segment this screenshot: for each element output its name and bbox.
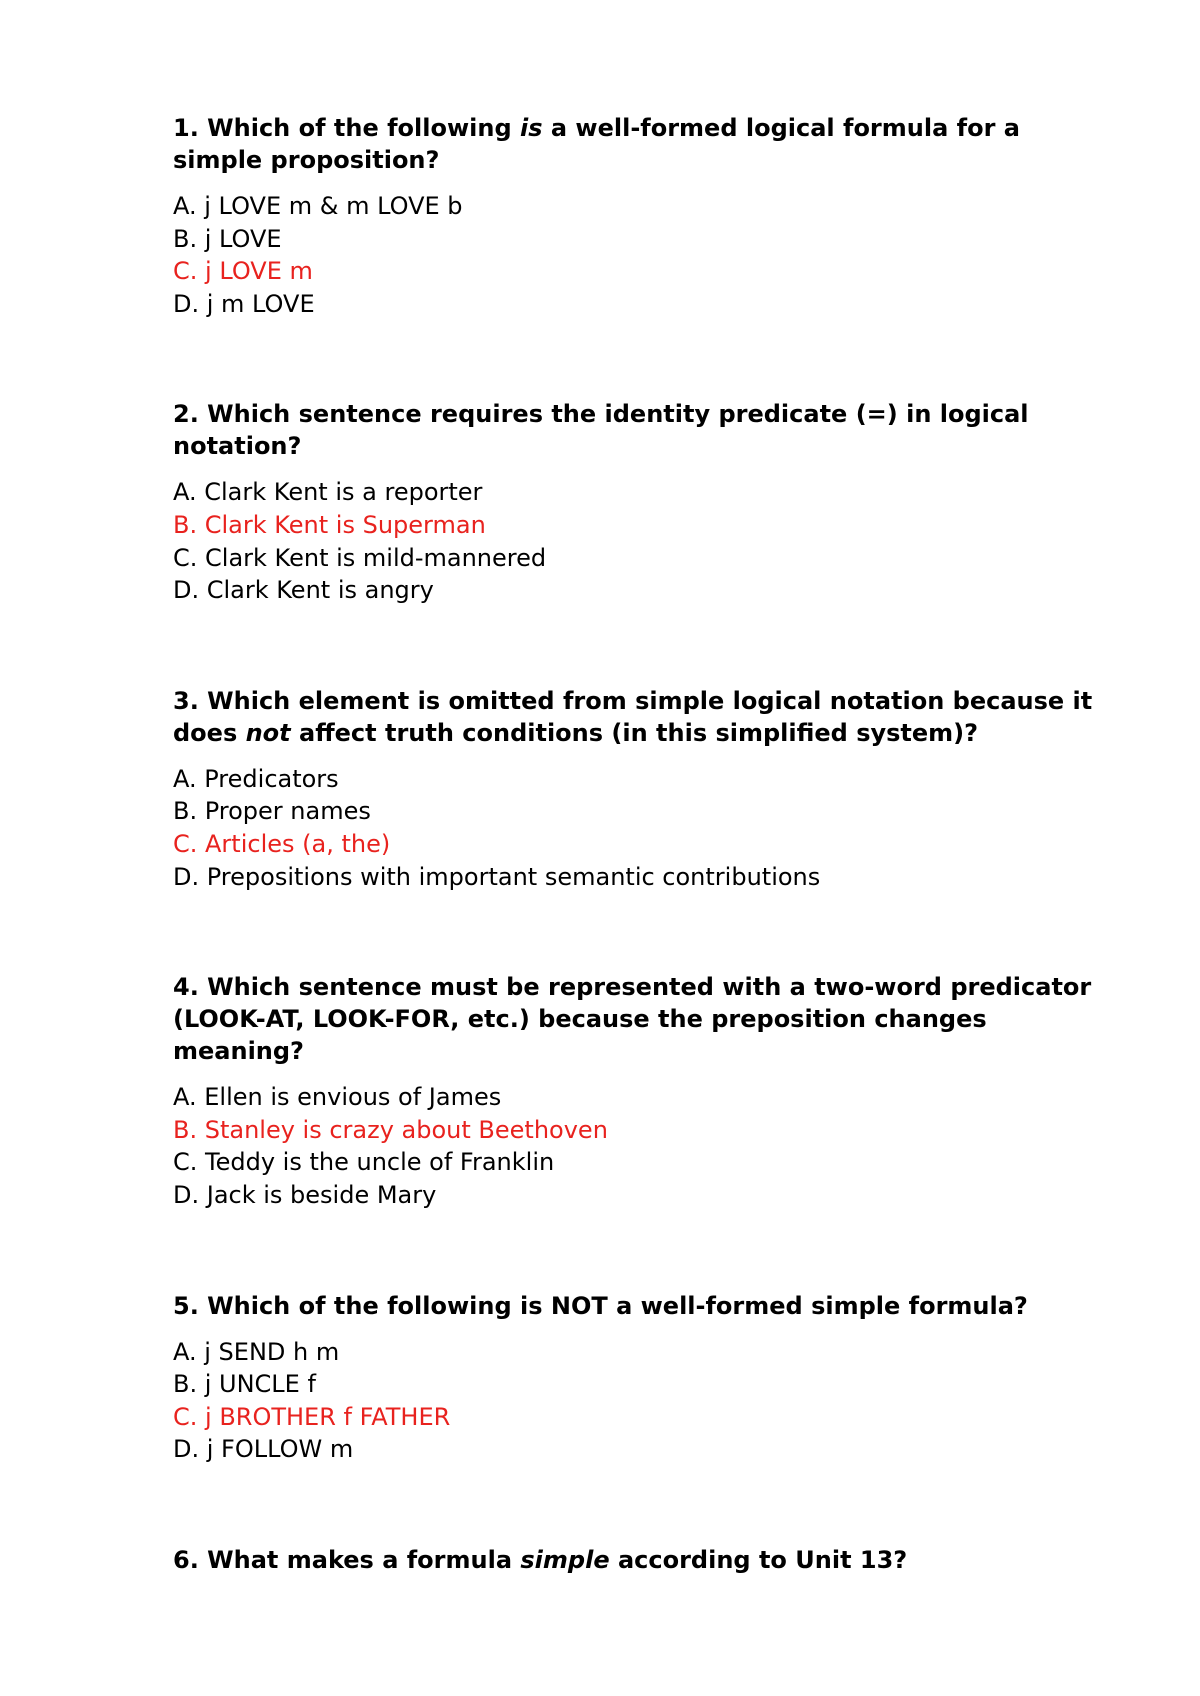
answer-option: B. j UNCLE f (173, 1370, 316, 1399)
answer-option: D. Jack is beside Mary (173, 1180, 437, 1209)
answer-options (173, 1336, 1093, 1466)
question-title: 2. Which sentence requires the identity predicate (=) in logical notation? (173, 400, 1029, 461)
question-title: 1. Which of the following is a well-formed logical formula for a simple proposition? (173, 114, 1020, 174)
correct-answer-option: B. Clark Kent is Superman (173, 510, 486, 539)
answer-option: D. Prepositions with important semantic contributions (173, 862, 821, 891)
answer-option: A. j SEND h m (173, 1337, 340, 1366)
correct-answer-option: C. j LOVE m (173, 257, 313, 286)
question-5 (173, 1290, 1093, 1466)
answer-option: D. j m LOVE (173, 289, 315, 318)
answer-option: C. Clark Kent is mild-mannered (173, 543, 547, 572)
answer-option: A. Clark Kent is a reporter (173, 478, 483, 507)
question-4 (173, 971, 1093, 1211)
question-6 (173, 1544, 1093, 1576)
answer-options (173, 763, 1093, 893)
answer-option: D. j FOLLOW m (173, 1435, 354, 1464)
correct-answer-option: C. Articles (a, the) (173, 829, 391, 858)
answer-options (173, 1081, 1093, 1211)
answer-option: A. Predicators (173, 764, 339, 793)
answer-option: B. Proper names (173, 797, 371, 826)
question-title: 5. Which of the following is NOT a well-formed simple formula? (173, 1291, 1028, 1320)
question-2 (173, 398, 1093, 606)
document-page (173, 112, 1093, 1654)
question-3 (173, 685, 1093, 893)
question-title: 3. Which element is omitted from simple logical notation because it does not affect truth conditions (in this simplified system)? (173, 686, 1093, 747)
answer-option: B. j LOVE (173, 224, 282, 253)
answer-options (173, 190, 1093, 320)
answer-option: A. j LOVE m & m LOVE b (173, 192, 463, 220)
correct-answer-option: B. Stanley is crazy about Beethoven (173, 1115, 608, 1144)
question-1 (173, 112, 1093, 320)
correct-answer-option: C. j BROTHER f FATHER (173, 1402, 451, 1431)
answer-option: D. Clark Kent is angry (173, 576, 434, 605)
answer-options (173, 476, 1093, 606)
answer-option: A. Ellen is envious of James (173, 1083, 502, 1112)
answer-option: C. Teddy is the uncle of Franklin (173, 1148, 555, 1177)
question-title: 6. What makes a formula simple according to Unit 13? (173, 1545, 908, 1574)
question-title: 4. Which sentence must be represented with a two-word predicator (LOOK-AT, LOOK-FOR, etc.) because the preposition changes meaning? (173, 973, 1092, 1066)
